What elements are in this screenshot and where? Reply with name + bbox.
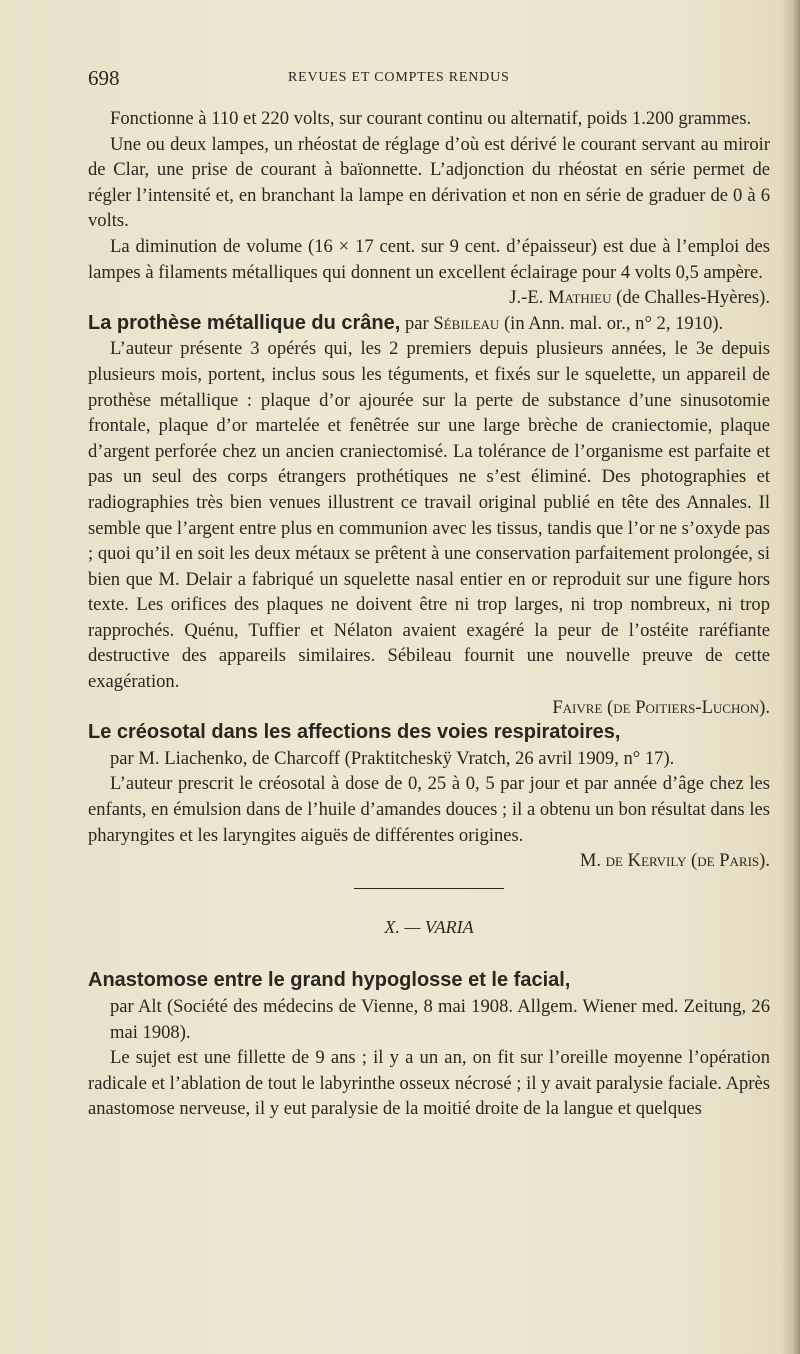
intro-paragraph-2: Une ou deux lampes, un rhéostat de réglage d’où est dérivé le courant servant au miroir de Clar, une prise de courant à baïonnette. L’adjonction du rhéostat en série permet de régler l’intensité et, en branchant la lampe en dérivation et non en série de graduer de 0 à 6 volts.	[88, 133, 770, 232]
intro-signature	[88, 285, 770, 311]
article-body: L’auteur prescrit le créosotal à dose de 0, 25 à 0, 5 par jour et par année d’âge chez les enfants, en émulsion dans de l’huile d’amandes douces ; il a obtenu un bon résultat dans les pharyngites et les laryngites aiguës de différentes origines.	[88, 773, 770, 846]
article-heading	[88, 720, 770, 746]
page-edge-shadow	[782, 0, 800, 1354]
article-signature: M. de Kervily (de Paris).	[579, 850, 770, 872]
article-title: Le créosotal dans les affections des voies respiratoires,	[88, 721, 621, 744]
article-creosotal	[88, 720, 770, 874]
article-source: par M. Liachenko, de Charcoff (Praktitcheskÿ Vratch, 26 avril 1909, n° 17).	[110, 747, 675, 769]
article-source: par Alt (Société des médecins de Vienne, 8 mai 1908. Allgem. Wiener med. Zeitung, 26 mai 1908).	[110, 996, 770, 1043]
signature-name: J.-E. Mathieu	[509, 287, 612, 309]
signature-place: (de Challes-Hyères).	[616, 287, 770, 309]
article-signature: Faivre (de Poitiers-Luchon).	[552, 696, 770, 718]
article-title: La prothèse métallique du crâne,	[88, 311, 401, 334]
intro-paragraph-3: La diminution de volume (16 × 17 cent. sur 9 cent. d’épaisseur) est due à l’emploi des lampes à filaments métalliques qui donnent un excellent éclairage pour 4 volts 0,5 ampère.	[88, 235, 770, 283]
article-source: (in Ann. mal. or., n° 2, 1910).	[503, 312, 724, 334]
article-title: Anastomose entre le grand hypoglosse et le facial,	[88, 969, 571, 992]
page-number: 698	[88, 66, 120, 90]
article-body: Le sujet est une fillette de 9 ans ; il y a un an, on fit sur l’oreille moyenne l’opération radicale et l’ablation de tout le labyrinthe osseux nécrosé ; il y avait paralysie faciale. Après anastomose nerveuse, il y eut paralysie de la moitié droite de la langue et quelques	[88, 1047, 770, 1120]
section-divider	[354, 888, 504, 889]
page-content	[88, 106, 770, 1122]
running-head: REVUES ET COMPTES RENDUS	[288, 70, 510, 85]
article-anastomose	[88, 968, 770, 1122]
article-author: Sébileau	[433, 312, 500, 334]
article-heading	[88, 968, 770, 994]
author-prefix: par	[404, 312, 429, 334]
section-title: X. — VARIA	[384, 916, 474, 937]
article-heading	[88, 311, 770, 337]
page-header	[88, 66, 768, 96]
article-body: L’auteur présente 3 opérés qui, les 2 premiers depuis plusieurs années, le 3e depuis plusieurs mois, portent, inclus sous les téguments, et fixés sur le squelette, un appareil de prothèse métallique : plaque d’or ajourée sur la perte de substance d’une sinusotomie frontale, plaque d’or martelée et fenêtrée sur une large brèche de craniectomie, plaque d’argent perforée chez un ancien craniectomisé. La tolérance de l’organisme est parfaite et pas un seul des corps étrangers prothétiques ne s’est éliminé. Des photographies et radiographies très bien venues illustrent ce travail original publié en tête des Annales. Il semble que l’argent entre plus en communion avec les tissus, tandis que l’or ne s’oxyde pas ; quoi qu’il en soit les deux métaux se prêtent à une conservation parfaitement prolongée, si bien que M. Delair a fabriqué un squelette nasal entier en or reproduit sur une figure hors texte. Les orifices des plaques ne doivent être ni trop larges, ni trop nombreux, ni trop rapprochés. Quénu, Tuffier et Nélaton avaient exagéré la peur de l’ostéite raréfiante destructive des appareils similaires. Sébileau fournit une nouvelle preuve de cette exagération.	[88, 338, 770, 693]
intro-section	[88, 106, 770, 311]
article-prothese	[88, 311, 770, 721]
intro-paragraph-1: Fonctionne à 110 et 220 volts, sur courant continu ou alternatif, poids 1.200 grammes.	[110, 108, 752, 129]
